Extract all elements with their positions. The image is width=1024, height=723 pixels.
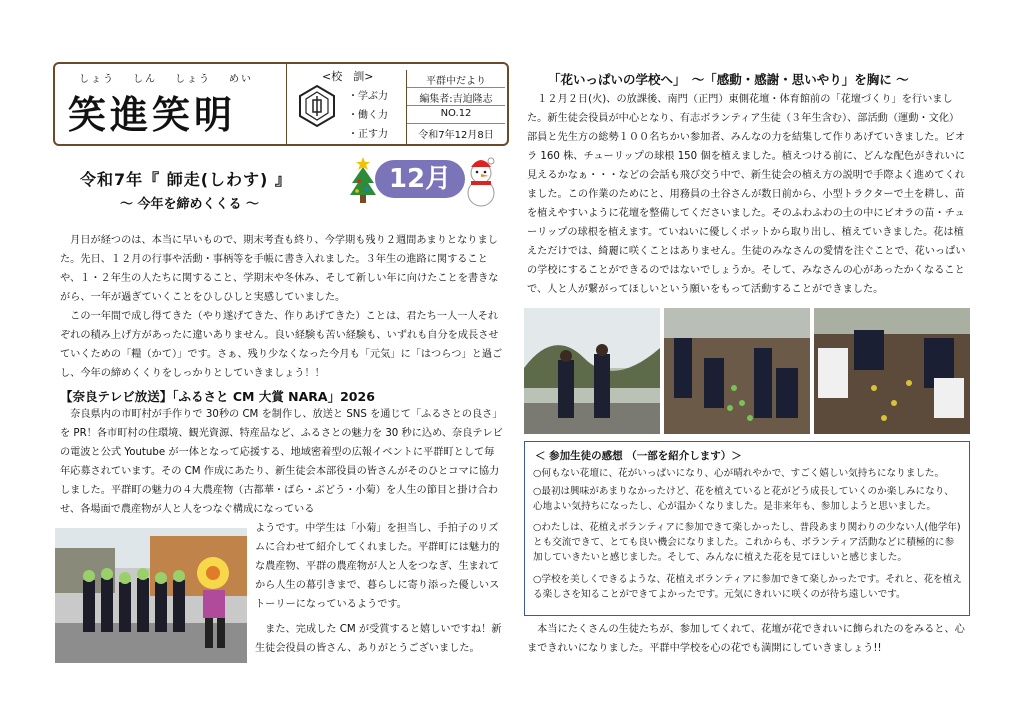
kokun-item: ・学ぶ力 (348, 91, 388, 102)
feedback-item: ○最初は興味があまりなかったけど、花を植えていると花がどう成長していくのか楽しみになり、心地よい気持ちになったし、心が温かくなりました。是非来年も、参加しようと思いました。 (533, 486, 954, 512)
kokun-item: ・正す力 (348, 129, 388, 140)
ruby-3: しょう (175, 74, 211, 85)
issue-number: NO.12 (407, 108, 505, 124)
issue-date: 令和7年12月8日 (418, 130, 494, 141)
month-badge: 12月 (375, 160, 465, 198)
feedback-item: ○わたしは、花植えボランティアに参加できて楽しかったし、普段あまり関わりの少ない人(他学年)とも交流できて、とても良い機会になりました。これからも、ボランティア活動などに積極的に参加していきたいと感じました。そして、みんなに植えた花を見てほしいと感じました。 (533, 522, 961, 563)
garden-photo-1 (524, 308, 660, 434)
garden-photo-2 (664, 308, 810, 434)
feedback-item: ○何もない花壇に、花がいっぱいになり、心が晴れやかで、すごく嬉しい気持ちになりました。 (533, 468, 945, 479)
newsletter-info (406, 70, 505, 144)
kokun-item: ・働く力 (348, 110, 388, 121)
month-subtitle: ～ 今年を締めくくる ～ (120, 197, 260, 212)
motto-ruby (73, 70, 273, 85)
newsletter-name: 平群中だより (407, 72, 505, 88)
christmas-tree-icon (348, 155, 378, 210)
nara-section-title: 【奈良テレビ放送】「ふるさと CM 大賞 NARA」2026 (60, 389, 375, 404)
kokun-list (348, 87, 388, 144)
ruby-1: しょう (79, 74, 115, 85)
garden-photo-3 (814, 308, 970, 434)
flowers-section-title: 「花いっぱいの学校へ」 ～「感動・感謝・思いやり」を胸に ～ (548, 72, 909, 87)
nara-paragraph-1: 奈良県内の市町村が手作りで 30秒の CM を制作し、放送と SNS を通じて「ふるさとの良さ」を PR！各市町村の住環境、観光資源、特産品など、ふるさとの魅力を 30 秒に込め、奈良テレビの電波と公式 Youtube が一体となって応援する、地域密着型の広報イベントに平群町として毎年応募されています。その CM 作成にあたり、新生徒会本部役員の皆さんがそのひとコマに協力しました。平群町の魅力の４大農産物（古都華・ばら・ぶどう・小菊）を人生の節目と掛け合わせ、各場面で農産物が人と人をつなぐ構成になっている (60, 409, 503, 515)
kokun-title: <校 訓> (322, 70, 374, 83)
closing-paragraph: 本当にたくさんの生徒たちが、参加してくれて、花壇が花できれいに飾られたのをみると、心まできれいになりました。平群中学校を心の花でも満開にしていきましょう!! (527, 624, 965, 654)
feedback-item: ○学校を美しくできるような、花植えボランティアに参加できて楽しかったです。それと、花を植える楽しさを知ることができてよかったです。元気にきれいに咲くのが待ち遠しいです。 (533, 574, 962, 600)
intro-paragraph-1: 月日が経つのは、本当に早いもので、期末考査も終り、今学期も残り２週間あまりとなりました。先日、１２月の行事や活動・事柄等を手帳に書き入れました。３年生の進路に関することや、１・２年生の人たちに関すること、学期末や冬休み、そして新しい年に向けたことを書きながら、一年が過ぎていくことをひしひしと実感していました。 (60, 235, 499, 303)
editor-name: 編集者:吉迫隆志 (407, 90, 505, 106)
student-feedback-box (524, 441, 970, 616)
nara-paragraph-3: また、完成した CM が受賞すると嬉しいですね！新生徒会役員の皆さん、ありがとうございました。 (255, 624, 502, 654)
school-motto: 笑進笑明 (68, 92, 237, 137)
ruby-4: めい (229, 74, 253, 85)
feedback-title: ＜ 参加生徒の感想 （一部を紹介します）＞ (535, 450, 742, 462)
flowers-paragraph: １２月２日(火)、の放課後、南門（正門）東側花壇・体育館前の「花壇づくり」を行いました。新生徒会役員が中心となり、有志ボランティア生徒（３年生含む）、部活動（運動・文化）部員と先生方の総勢１００名ちかい参加者、みんなの力を結集して作りあげていきました。ビオラ 160 株、チューリップの球根 150 個を植えました。植えつける前に、どんな配色がきれいに見えるかなぁ・・・などの会話も飛び交う中で、新生徒会の植え方の説明で手際よく進めてくれました。この作業のためにと、用務員の土谷さんが数日前から、小型トラクターで土を耕し、苗を植えやすいように花壇を整備してくださいました。そのふわふわの土の中にビオラの苗・チューリップの球根を植えます。ていねいに優しくポットから取り出し、植えていきました。花は植えただけでは、綺麗に咲くことはありません。生徒のみなさんの愛情を注ぐことで、花いっぱいの学校にすることができるのではないでしょうか。そして、みなさんの心があったかくなることで、人と人が繋がってほしいという願いをもって活動することができました。 (527, 94, 966, 295)
cm-filming-photo (55, 528, 247, 663)
nara-paragraph-2: ようです。中学生は「小菊」を担当し、手拍子のリズムに合わせて紹介してくれました。平群町には魅力的な農産物、平群の農産物が人と人をつなぎ、生まれてから人生の幕引きまで、暮らしに寄り添った優しいストーリーになっているようです。 (255, 523, 500, 610)
snowman-icon (462, 155, 500, 210)
ruby-2: しん (133, 74, 157, 85)
school-crest-icon (296, 84, 338, 128)
month-title: 令和7年『 師走(しわす) 』 (80, 170, 292, 189)
intro-paragraph-2: この一年間で成し得てきた（やり遂げてきた、作りあげてきた）ことは、君たち一人一人それぞれの積み上げ方があったに違いありません。良い経験も苦い経験も、いずれも自分を成長させていくための「糧（かて）」です。さぁ、残り少なくなった今月も「元気」に「はつらつ」と過ごし、今年の締めくくりをしっかりとしていきましょう！！ (60, 311, 503, 379)
